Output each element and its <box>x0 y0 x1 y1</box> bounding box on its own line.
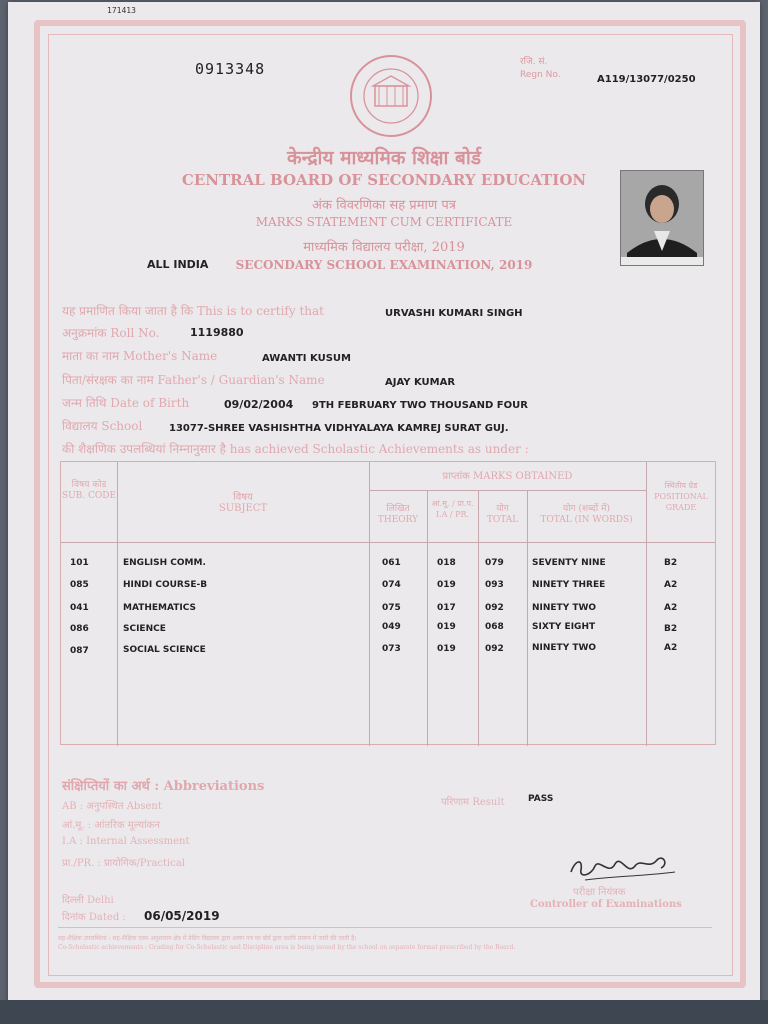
father-name: AJAY KUMAR <box>385 377 456 388</box>
row-subject: HINDI COURSE-B <box>123 580 208 590</box>
controller-hindi: परीक्षा नियंत्रक <box>573 887 626 898</box>
header-grade-hindi: स्थितीय ग्रेड <box>664 481 698 490</box>
result-label: परिणाम Result <box>441 797 505 808</box>
exam-title-hindi: माध्यमिक विद्यालय परीक्षा, 2019 <box>303 240 465 255</box>
header-grade-english: POSITIONAL GRADE <box>654 492 708 512</box>
row-grade: A2 <box>664 580 678 590</box>
student-photo-icon <box>621 171 703 265</box>
regn-label <box>520 56 561 82</box>
row-grade: B2 <box>664 624 678 634</box>
row-ia: 019 <box>437 580 456 590</box>
header-theory-english: THEORY <box>377 515 419 525</box>
exam-title-english: SECONDARY SCHOOL EXAMINATION, 2019 <box>235 258 533 272</box>
row-grade: A2 <box>664 643 678 653</box>
row-total: 092 <box>485 644 504 654</box>
mother-label: माता का नाम Mother's Name <box>62 349 218 363</box>
roll-label: अनुक्रमांक Roll No. <box>62 326 160 340</box>
header-total-words <box>527 504 646 526</box>
row-total-words: NINETY THREE <box>532 580 606 590</box>
certificate-title-english: MARKS STATEMENT CUM CERTIFICATE <box>255 215 513 229</box>
header-total <box>478 504 527 526</box>
row-ia: 019 <box>437 644 456 654</box>
header-theory <box>369 504 427 526</box>
header-total-hindi: योग <box>496 504 509 514</box>
top-serial: 171413 <box>107 6 136 15</box>
row-theory: 049 <box>382 622 401 632</box>
regn-label-hindi: रजि. सं. <box>520 57 548 67</box>
row-subject: MATHEMATICS <box>123 603 197 613</box>
achievements-label: की शैक्षणिक उपलब्धियां निम्नानुसार है has achieved Scholastic Achievements as under : <box>62 442 529 456</box>
controller-english: Controller of Examinations <box>530 899 682 910</box>
cbse-seal-icon <box>345 52 437 140</box>
abbreviation-item: आं.मू. : आंतरिक मूल्यांकन <box>62 820 160 831</box>
row-total-words: SEVENTY NINE <box>532 558 606 568</box>
regn-number: A119/13077/0250 <box>597 74 696 85</box>
result-value: PASS <box>528 794 554 804</box>
row-theory: 075 <box>382 603 401 613</box>
row-total: 092 <box>485 603 504 613</box>
regn-label-english: Regn No. <box>520 70 561 80</box>
row-theory: 074 <box>382 580 401 590</box>
place: दिल्ली Delhi <box>62 895 114 906</box>
header-code-english: SUB. CODE <box>61 491 117 501</box>
board-name-english: CENTRAL BOARD OF SECONDARY EDUCATION <box>181 171 587 189</box>
footnote-english: Co-Scholastic achievements : Grading for Co-Scholastic and Discipline area is being issued by the school on separate format prescribed by the Board. <box>58 944 516 951</box>
dob-words: 9TH FEBRUARY TWO THOUSAND FOUR <box>312 400 528 411</box>
background-surface <box>0 1000 768 1024</box>
father-label: पिता/संरक्षक का नाम Father's / Guardian's Name <box>62 373 325 387</box>
header-divider <box>61 542 715 543</box>
student-photo <box>620 170 704 266</box>
header-ia <box>427 498 478 520</box>
row-code: 086 <box>70 624 89 634</box>
row-subject: SOCIAL SCIENCE <box>123 645 206 655</box>
header-ia-english: I.A / PR. <box>435 510 470 519</box>
all-india-label: ALL INDIA <box>147 258 209 271</box>
header-total-english: TOTAL <box>486 515 519 525</box>
row-subject: SCIENCE <box>123 624 166 634</box>
co-scholastic-note <box>58 934 708 952</box>
controller-signature-icon <box>565 846 683 886</box>
student-name: URVASHI KUMARI SINGH <box>385 308 523 319</box>
mother-name: AWANTI KUSUM <box>262 353 351 364</box>
col-divider <box>478 490 479 746</box>
school-name: 13077-SHREE VASHISHTHA VIDHYALAYA KAMREJ SURAT GUJ. <box>169 423 509 434</box>
board-name-hindi: केन्द्रीय माध्यमिक शिक्षा बोर्ड <box>287 147 481 169</box>
dated-value: 06/05/2019 <box>144 909 220 923</box>
dated-label: दिनांक Dated : <box>62 912 126 923</box>
marks-table <box>60 461 716 745</box>
row-theory: 061 <box>382 558 401 568</box>
row-grade: A2 <box>664 603 678 613</box>
row-code: 101 <box>70 558 89 568</box>
header-ia-hindi: आं.मू. / प्रा.प. <box>431 499 474 508</box>
row-grade: B2 <box>664 558 678 568</box>
row-code: 085 <box>70 580 89 590</box>
header-theory-hindi: लिखित <box>386 504 410 514</box>
abbreviation-item: AB : अनुपस्थित Absent <box>62 801 162 812</box>
row-total-words: NINETY TWO <box>532 643 597 653</box>
header-marks-obtained: प्राप्तांक MARKS OBTAINED <box>442 471 573 482</box>
header-code-hindi: विषय कोड <box>71 480 107 490</box>
certify-label: यह प्रमाणित किया जाता है कि This is to certify that <box>62 304 324 318</box>
row-ia: 019 <box>437 622 456 632</box>
col-divider <box>427 490 428 746</box>
row-total: 093 <box>485 580 504 590</box>
row-ia: 017 <box>437 603 456 613</box>
footer-divider <box>58 927 712 928</box>
header-subject-english: SUBJECT <box>218 503 268 514</box>
row-code: 041 <box>70 603 89 613</box>
row-subject: ENGLISH COMM. <box>123 558 206 568</box>
header-code <box>61 480 117 502</box>
footnote-hindi: सह-शैक्षिक उपलब्धियां : सह-शैक्षिक एवम अनुशासन क्षेत्र में ग्रेडिंग विद्यालय द्वारा अलग पत्र पर बोर्ड द्वारा दर्शाये प्रारूप में जारी की जाती है। <box>58 935 357 942</box>
header-subject <box>117 492 369 514</box>
abbreviation-item: प्रा./PR. : प्रायोगिक/Practical <box>62 858 185 869</box>
roll-number: 1119880 <box>190 326 244 339</box>
header-words-english: TOTAL (IN WORDS) <box>540 515 633 525</box>
dob-value: 09/02/2004 <box>224 398 294 411</box>
row-ia: 018 <box>437 558 456 568</box>
header-subject-hindi: विषय <box>233 492 253 503</box>
abbreviations-title: संक्षिप्तियों का अर्थ : Abbreviations <box>62 779 265 794</box>
header-words-hindi: योग (शब्दों में) <box>563 504 610 514</box>
header-grade <box>646 480 716 513</box>
row-total-words: SIXTY EIGHT <box>532 622 596 632</box>
abbreviation-item: I.A : Internal Assessment <box>62 836 190 847</box>
row-total: 079 <box>485 558 504 568</box>
school-label: विद्यालय School <box>62 419 143 433</box>
certificate-title-hindi: अंक विवरणिका सह प्रमाण पत्र <box>312 198 456 213</box>
certificate-number: 0913348 <box>195 60 266 78</box>
col-divider <box>527 490 528 746</box>
dob-label: जन्म तिथि Date of Birth <box>62 396 190 410</box>
row-divider <box>369 490 646 491</box>
row-theory: 073 <box>382 644 401 654</box>
row-total: 068 <box>485 622 504 632</box>
row-total-words: NINETY TWO <box>532 603 597 613</box>
row-code: 087 <box>70 646 89 656</box>
